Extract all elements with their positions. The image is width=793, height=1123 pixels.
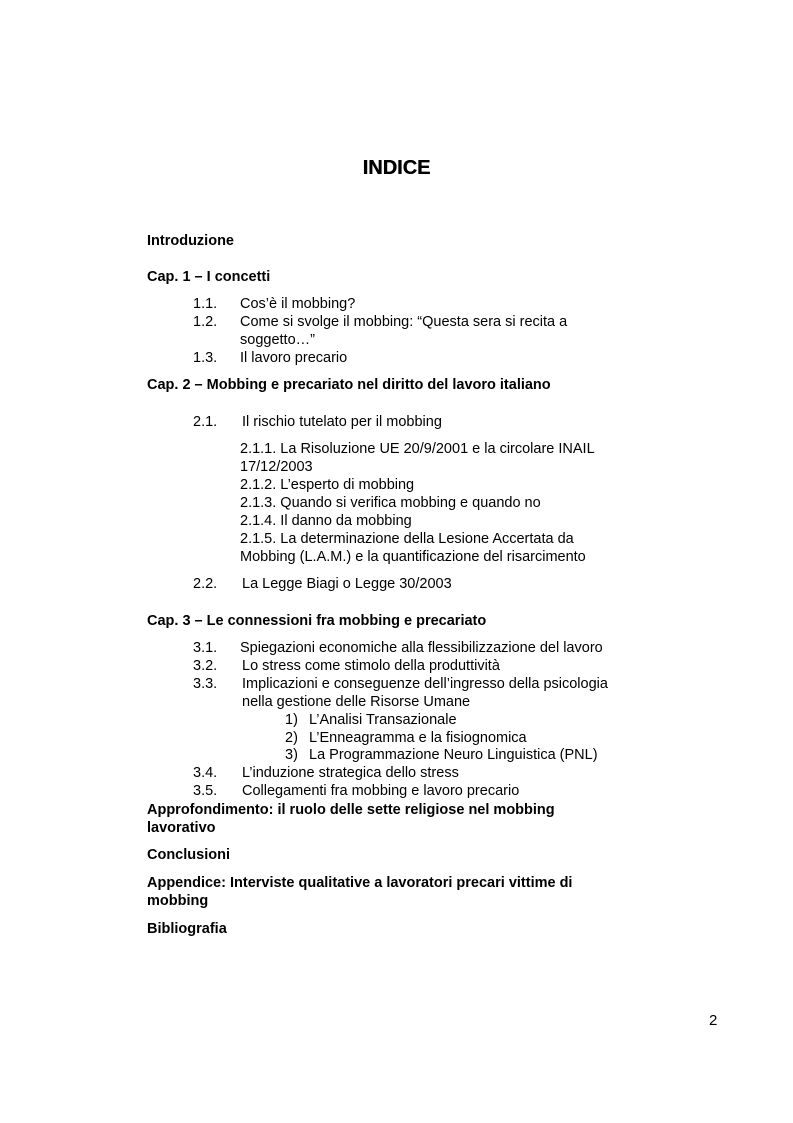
- toc-item-number: 1.3.: [193, 350, 218, 366]
- toc-list-text: L’Analisi Transazionale: [309, 712, 457, 728]
- toc-list-number: 3): [285, 747, 298, 763]
- page-title: INDICE: [362, 157, 431, 179]
- toc-item-text-continuation: soggetto…”: [240, 332, 315, 348]
- toc-item-number: 3.2.: [193, 658, 218, 674]
- toc-item-text: Implicazioni e conseguenze dell’ingresso della psicologia: [242, 676, 608, 692]
- toc-cap1-heading: Cap. 1 – I concetti: [147, 269, 271, 285]
- toc-approfondimento: Approfondimento: il ruolo delle sette religiose nel mobbing: [147, 802, 555, 818]
- toc-conclusioni: Conclusioni: [147, 847, 230, 863]
- toc-subitem: 2.1.3. Quando si verifica mobbing e quando no: [240, 495, 541, 511]
- toc-item-text: La Legge Biagi o Legge 30/2003: [242, 576, 452, 592]
- toc-subitem: 2.1.5. La determinazione della Lesione Accertata da: [240, 531, 574, 547]
- toc-bibliografia: Bibliografia: [147, 921, 227, 937]
- toc-item-text: Lo stress come stimolo della produttività: [242, 658, 500, 674]
- toc-item-number: 3.1.: [193, 640, 218, 656]
- toc-approfondimento-cont: lavorativo: [147, 820, 216, 836]
- toc-item-text: L’induzione strategica dello stress: [242, 765, 459, 781]
- toc-item-number: 2.2.: [193, 576, 218, 592]
- toc-item-text: Spiegazioni economiche alla flessibilizzazione del lavoro: [240, 640, 603, 656]
- toc-item-text: Il lavoro precario: [240, 350, 348, 366]
- toc-item-number: 3.3.: [193, 676, 218, 692]
- toc-list-number: 1): [285, 712, 298, 728]
- toc-introduzione: Introduzione: [147, 233, 234, 249]
- toc-cap3-heading: Cap. 3 – Le connessioni fra mobbing e precariato: [147, 613, 487, 629]
- toc-list-text: L’Enneagramma e la fisiognomica: [309, 730, 527, 746]
- toc-appendice-cont: mobbing: [147, 893, 209, 909]
- toc-item-number: 1.2.: [193, 314, 218, 330]
- toc-item-number: 1.1.: [193, 296, 218, 312]
- page-number: 2: [709, 1012, 718, 1029]
- toc-item-number: 2.1.: [193, 414, 218, 430]
- toc-subitem: 17/12/2003: [240, 459, 313, 475]
- toc-subitem: 2.1.1. La Risoluzione UE 20/9/2001 e la circolare INAIL: [240, 441, 595, 457]
- toc-subitem: Mobbing (L.A.M.) e la quantificazione del risarcimento: [240, 549, 586, 565]
- toc-item-number: 3.5.: [193, 783, 218, 799]
- toc-item-text: Cos’è il mobbing?: [240, 296, 356, 312]
- toc-appendice: Appendice: Interviste qualitative a lavoratori precari vittime di: [147, 875, 573, 891]
- toc-item-text-continuation: nella gestione delle Risorse Umane: [242, 694, 471, 710]
- toc-item-text: Come si svolge il mobbing: “Questa sera si recita a: [240, 314, 568, 330]
- toc-subitem: 2.1.2. L’esperto di mobbing: [240, 477, 415, 493]
- toc-list-number: 2): [285, 730, 298, 746]
- toc-item-text: Collegamenti fra mobbing e lavoro precario: [242, 783, 520, 799]
- toc-cap2-heading: Cap. 2 – Mobbing e precariato nel diritto del lavoro italiano: [147, 377, 551, 393]
- toc-subitem: 2.1.4. Il danno da mobbing: [240, 513, 412, 529]
- toc-item-text: Il rischio tutelato per il mobbing: [242, 414, 442, 430]
- toc-item-number: 3.4.: [193, 765, 218, 781]
- toc-list-text: La Programmazione Neuro Linguistica (PNL): [309, 747, 598, 763]
